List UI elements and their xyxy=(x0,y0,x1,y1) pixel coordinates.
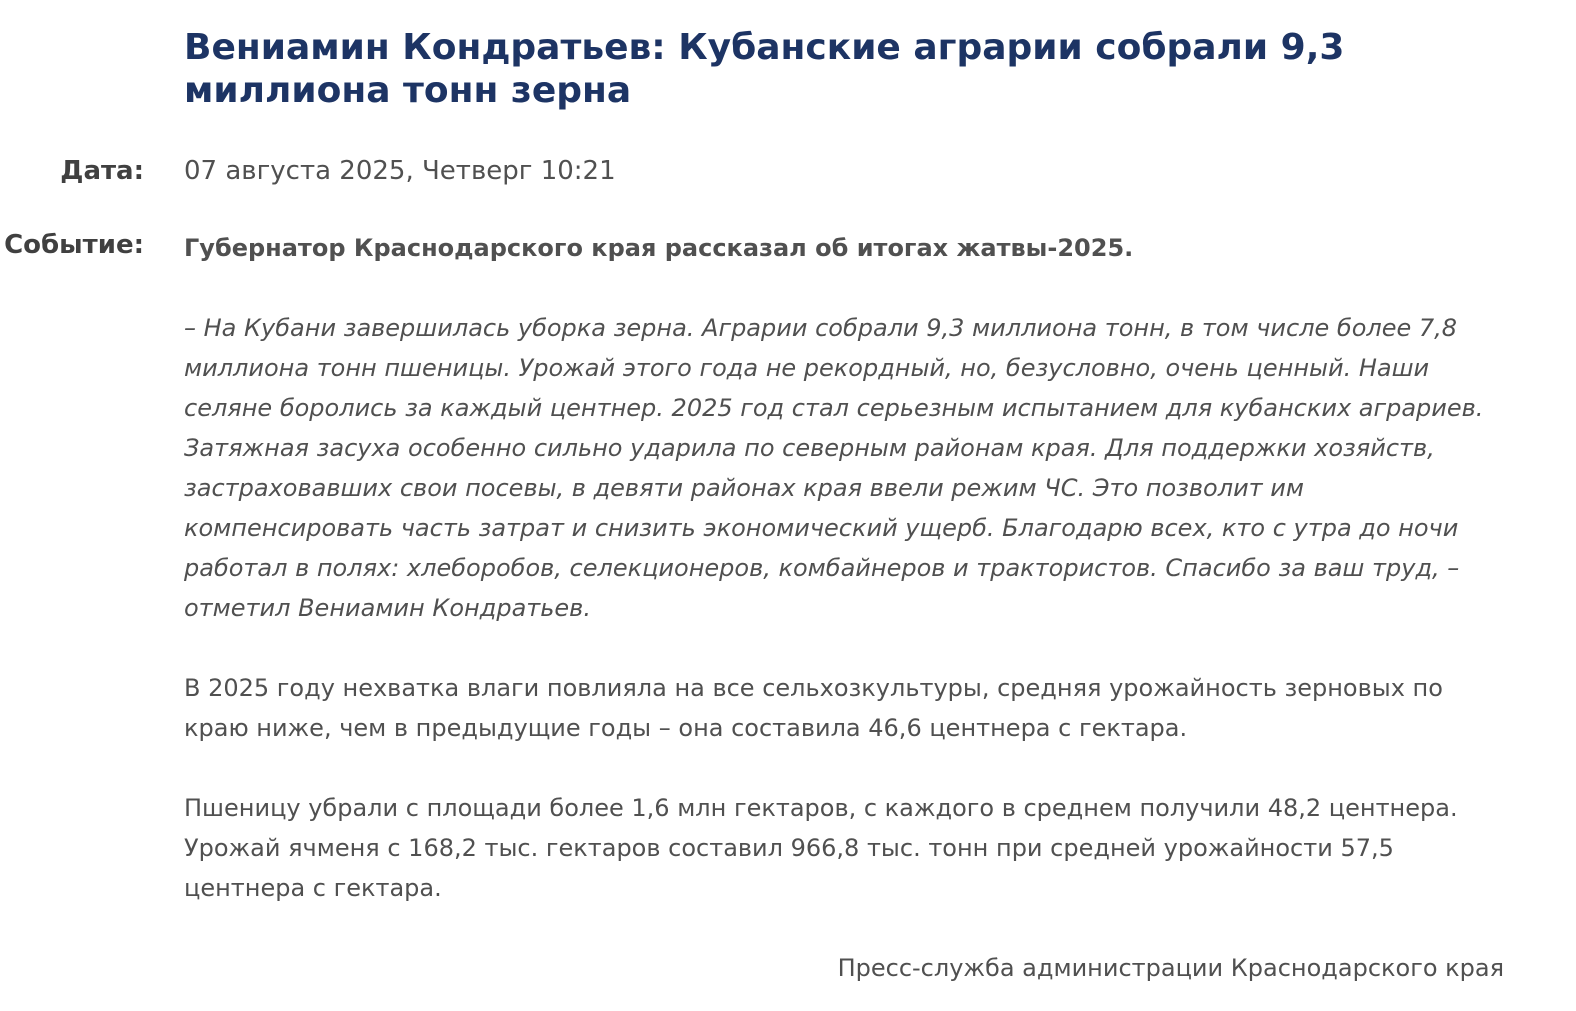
article-body xyxy=(184,228,1504,988)
governor-quote: – На Кубани завершилась уборка зерна. Аграрии собрали 9,3 миллиона тонн, в том числе более 7,8 миллиона тонн пшеницы. Урожай этого года не рекордный, но, безусловно, очень ценный. Наши селяне боролись за каждый центнер. 2025 год стал серьезным испытанием для кубанских аграриев. Затяжная засуха особенно сильно ударила по северным районам края. Для поддержки хозяйств, застраховавших свои посевы, в девяти районах края ввели режим ЧС. Это позволит им компенсировать часть затрат и снизить экономический ущерб. Благодарю всех, кто с утра до ночи работал в полях: хлеборобов, селекционеров, комбайнеров и трактористов. Спасибо за ваш труд, – отметил Вениамин Кондратьев. xyxy=(184,314,1484,622)
article-title: Вениамин Кондратьев: Кубанские аграрии собрали 9,3 миллиона тонн зерна xyxy=(184,27,1345,111)
article-lead: Губернатор Краснодарского края рассказал об итогах жатвы-2025. xyxy=(184,234,1134,262)
article-paragraph: Пшеницу убрали с площади более 1,6 млн гектаров, с каждого в среднем получили 48,2 центнера. Урожай ячменя с 168,2 тыс. гектаров составил 966,8 тыс. тонн при средней урожайности 57,5 центнера с гектара. xyxy=(184,794,1458,902)
event-label: Событие: xyxy=(4,230,144,260)
date-label: Дата: xyxy=(60,156,144,186)
press-service-credit: Пресс-служба администрации Краснодарского края xyxy=(837,954,1504,982)
publication-date: 07 августа 2025, Четверг 10:21 xyxy=(184,156,616,186)
article-paragraph: В 2025 году нехватка влаги повлияла на все сельхозкультуры, средняя урожайность зерновых по краю ниже, чем в предыдущие годы – она составила 46,6 центнера с гектара. xyxy=(184,674,1443,742)
